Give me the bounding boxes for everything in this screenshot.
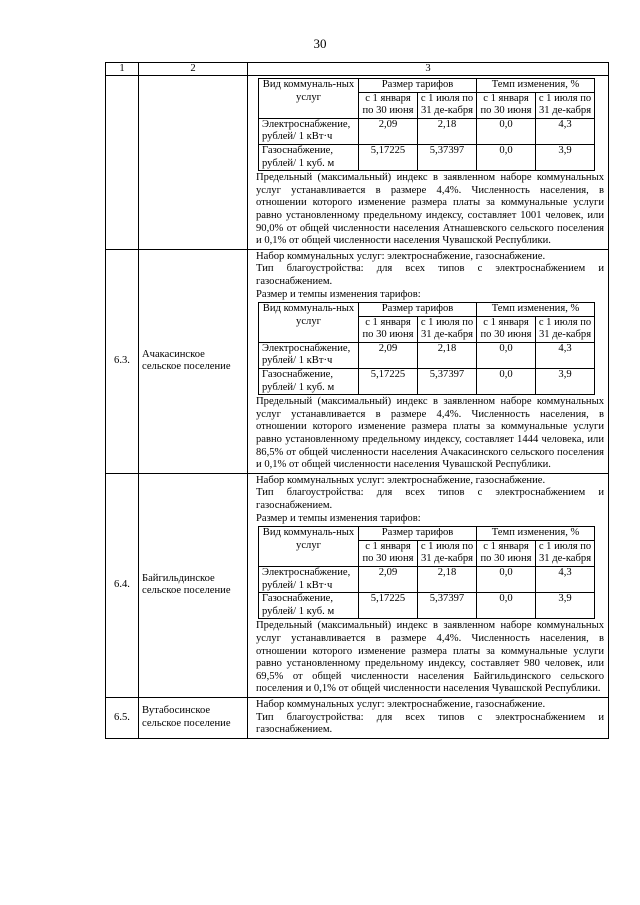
period-jul-header: с 1 июля по 31 де-кабря	[536, 540, 595, 566]
summary-paragraph: Предельный (максимальный) индекс в заявленном наборе коммунальных услуг устанавливается в размере 4,4%. Численность населения, в отношении которого изменение размера платы за коммунальные услуги равно установленному предельному индексу, составляет 1001 человек, или 90,0% от общей численности населения Атнашевского сельского поселения и 0,1% от общей численности населения Чувашской Республики.	[256, 172, 604, 247]
service-type-header: Вид коммуналь-ных услуг	[259, 79, 359, 119]
improvement-type: Тип благоустройства: для всех типов с электроснабжением и газоснабжением.	[256, 487, 604, 511]
gas-change-jul: 3,9	[536, 593, 595, 619]
page-number: 30	[313, 36, 327, 51]
gas-label: Газоснабжение, рублей/ 1 куб. м	[259, 593, 359, 619]
electricity-change-jul: 4,3	[536, 566, 595, 592]
gas-change-jan: 0,0	[477, 593, 536, 619]
electricity-change-jan: 0,0	[477, 566, 536, 592]
service-type-header: Вид коммуналь-ных услуг	[259, 527, 359, 567]
improvement-type: Тип благоустройства: для всех типов с электроснабжением и газоснабжением.	[256, 711, 604, 736]
tariff-table	[258, 302, 595, 395]
municipalities-table	[105, 62, 609, 739]
rates-intro: Размер и темпы изменения тарифов:	[256, 512, 421, 524]
table-row	[106, 76, 609, 250]
electricity-tariff-jan: 2,09	[359, 118, 418, 144]
gas-tariff-jan: 5,17225	[359, 593, 418, 619]
gas-label: Газоснабжение, рублей/ 1 куб. м	[259, 369, 359, 395]
electricity-change-jul: 4,3	[536, 342, 595, 368]
row-content	[248, 473, 609, 697]
services-set: Набор коммунальных услуг: электроснабжение, газоснабжение.	[256, 474, 546, 486]
summary-paragraph: Предельный (максимальный) индекс в заявленном наборе коммунальных услуг устанавливается в размере 4,4%. Численность населения, в отношении которого изменение размера платы за коммунальные услуги равно установленному предельному индексу, составляет 1444 человека, или 86,5% от общей численности населения Ачакасинского сельского поселения и 0,1% от общей численности населения Чувашской Республики.	[256, 396, 604, 471]
settlement-name: Ачакасинское сельское поселение	[139, 249, 248, 473]
gas-tariff-jul: 5,37397	[418, 144, 477, 170]
electricity-tariff-jan: 2,09	[359, 342, 418, 368]
electricity-label: Электроснабжение, рублей/ 1 кВт·ч	[259, 118, 359, 144]
electricity-change-jan: 0,0	[477, 118, 536, 144]
rate-change-header: Темп изменения, %	[477, 303, 595, 317]
tariff-size-header: Размер тарифов	[359, 527, 477, 541]
period-jul-header: с 1 июля по 31 де-кабря	[418, 540, 477, 566]
column-number: 1	[106, 63, 139, 76]
electricity-tariff-jul: 2,18	[418, 566, 477, 592]
settlement-name: Вутабосинское сельское поселение	[139, 697, 248, 738]
table-row	[106, 473, 609, 697]
gas-tariff-jul: 5,37397	[418, 369, 477, 395]
table-row	[106, 697, 609, 738]
tariff-size-header: Размер тарифов	[359, 303, 477, 317]
gas-change-jul: 3,9	[536, 369, 595, 395]
tariff-table	[258, 526, 595, 619]
settlement-name	[139, 76, 248, 250]
period-jan-header: с 1 января по 30 июня	[359, 92, 418, 118]
electricity-label: Электроснабжение, рублей/ 1 кВт·ч	[259, 566, 359, 592]
electricity-tariff-jul: 2,18	[418, 118, 477, 144]
gas-tariff-jan: 5,17225	[359, 369, 418, 395]
settlement-name: Байгильдинское сельское поселение	[139, 473, 248, 697]
period-jul-header: с 1 июля по 31 де-кабря	[418, 92, 477, 118]
row-number: 6.5.	[106, 697, 139, 738]
rate-change-header: Темп изменения, %	[477, 527, 595, 541]
electricity-change-jul: 4,3	[536, 118, 595, 144]
summary-paragraph: Предельный (максимальный) индекс в заявленном наборе коммунальных услуг устанавливается в размере 4,4%. Численность населения, в отношении которого изменение размера платы за коммунальные услуги равно установленному предельному индексу, составляет 980 человек, или 69,5% от общей численности населения Байгильдинского сельского поселения и 0,1% от общей численности населения Чувашской Республики.	[256, 620, 604, 695]
row-content	[248, 249, 609, 473]
column-number: 3	[248, 63, 609, 76]
gas-tariff-jul: 5,37397	[418, 593, 477, 619]
tariff-size-header: Размер тарифов	[359, 79, 477, 93]
period-jan-header: с 1 января по 30 июня	[477, 316, 536, 342]
rate-change-header: Темп изменения, %	[477, 79, 595, 93]
row-number: 6.4.	[106, 473, 139, 697]
table-row	[106, 249, 609, 473]
period-jan-header: с 1 января по 30 июня	[359, 540, 418, 566]
electricity-label: Электроснабжение, рублей/ 1 кВт·ч	[259, 342, 359, 368]
gas-tariff-jan: 5,17225	[359, 144, 418, 170]
period-jul-header: с 1 июля по 31 де-кабря	[536, 92, 595, 118]
gas-change-jan: 0,0	[477, 369, 536, 395]
services-set: Набор коммунальных услуг: электроснабжение, газоснабжение.	[256, 698, 546, 710]
services-set: Набор коммунальных услуг: электроснабжение, газоснабжение.	[256, 250, 546, 262]
period-jan-header: с 1 января по 30 июня	[359, 316, 418, 342]
gas-change-jan: 0,0	[477, 144, 536, 170]
period-jul-header: с 1 июля по 31 де-кабря	[418, 316, 477, 342]
tariff-table	[258, 78, 595, 171]
row-content	[248, 76, 609, 250]
service-type-header: Вид коммуналь-ных услуг	[259, 303, 359, 343]
electricity-tariff-jul: 2,18	[418, 342, 477, 368]
improvement-type: Тип благоустройства: для всех типов с электроснабжением и газоснабжением.	[256, 263, 604, 287]
row-content	[248, 697, 609, 738]
electricity-tariff-jan: 2,09	[359, 566, 418, 592]
electricity-change-jan: 0,0	[477, 342, 536, 368]
period-jan-header: с 1 января по 30 июня	[477, 540, 536, 566]
gas-change-jul: 3,9	[536, 144, 595, 170]
row-number	[106, 76, 139, 250]
rates-intro: Размер и темпы изменения тарифов:	[256, 288, 421, 300]
row-number: 6.3.	[106, 249, 139, 473]
gas-label: Газоснабжение, рублей/ 1 куб. м	[259, 144, 359, 170]
period-jul-header: с 1 июля по 31 де-кабря	[536, 316, 595, 342]
column-number-row	[106, 63, 609, 76]
column-number: 2	[139, 63, 248, 76]
period-jan-header: с 1 января по 30 июня	[477, 92, 536, 118]
